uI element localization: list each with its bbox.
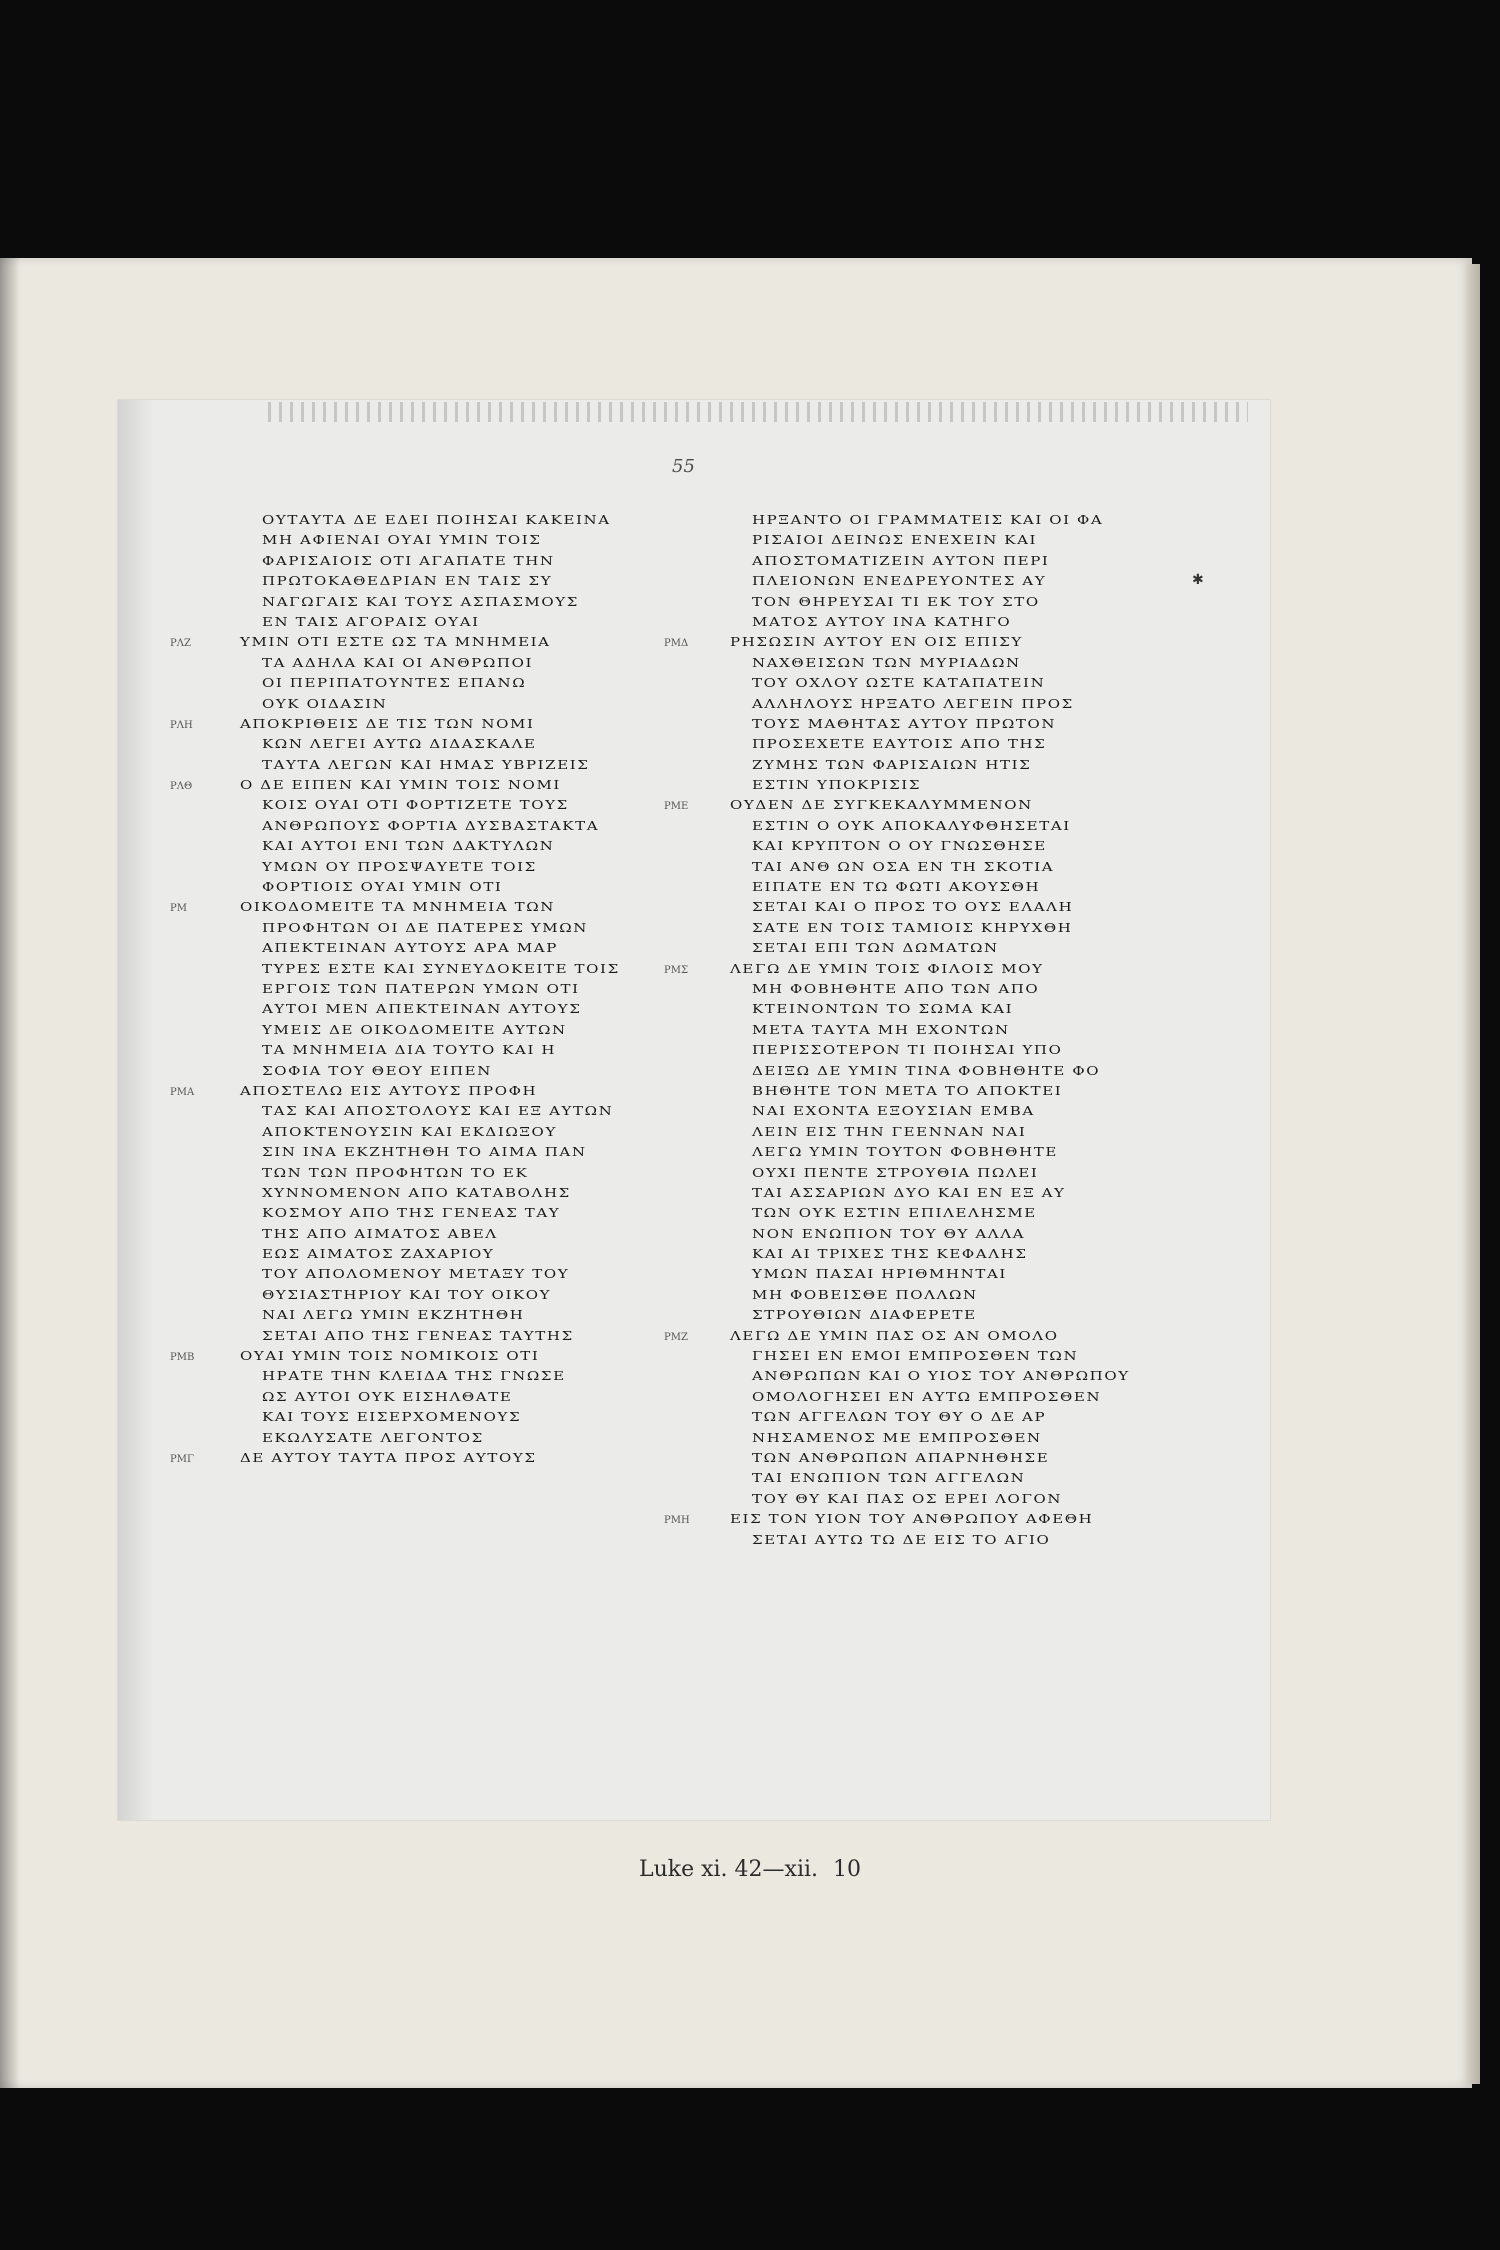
line-text: ΚΟΣΜΟΥ ΑΠΟ ΤΗΣ ΓΕΝΕΑΣ ΤΑΥ <box>262 1206 561 1221</box>
line-text: ΜΗ ΦΟΒΕΙΣΘΕ ΠΟΛΛΩΝ <box>752 1287 978 1302</box>
line-text: ΤΑ ΜΝΗΜΕΙΑ ΔΙΑ ΤΟΥΤΟ ΚΑΙ Η <box>262 1043 557 1058</box>
line-text: ΚΩΝ ΛΕΓΕΙ ΑΥΤΩ ΔΙΔΑΣΚΑΛΕ <box>262 737 537 752</box>
line-text: ΚΤΕΙΝΟΝΤΩΝ ΤΟ ΣΩΜΑ ΚΑΙ <box>752 1002 1014 1017</box>
plate-top-edge <box>268 402 1248 422</box>
line-text: ΛΕΓΩ ΥΜΙΝ ΤΟΥΤΟΝ ΦΟΒΗΘΗΤΕ <box>752 1145 1058 1160</box>
manuscript-line <box>664 1326 1130 1346</box>
manuscript-line <box>240 857 620 877</box>
manuscript-line <box>240 612 620 632</box>
manuscript-line <box>730 592 1130 612</box>
line-text: ΓΗΣΕΙ ΕΝ ΕΜΟΙ ΕΜΠΡΟΣΘΕΝ ΤΩΝ <box>752 1349 1079 1364</box>
line-text: ΧΥΝΝΟΜΕΝΟΝ ΑΠΟ ΚΑΤΑΒΟΛΗΣ <box>262 1185 571 1200</box>
manuscript-line <box>240 877 620 897</box>
manuscript-line <box>730 1366 1130 1386</box>
manuscript-line <box>730 551 1130 571</box>
line-text: ΦΑΡΙΣΑΙΟΙΣ ΟΤΙ ΑΓΑΠΑΤΕ ΤΗΝ <box>262 553 555 568</box>
manuscript-line <box>730 755 1130 775</box>
line-text: ΑΠΟΣΤΕΛΩ ΕΙΣ ΑΥΤΟΥΣ ΠΡΟΦΗ <box>240 1083 538 1099</box>
manuscript-line <box>240 1326 620 1346</box>
line-text: ΣΤΡΟΥΘΙΩΝ ΔΙΑΦΕΡΕΤΕ <box>752 1308 977 1323</box>
manuscript-line <box>730 714 1130 734</box>
line-text: ΥΜΙΝ ΟΤΙ ΕΣΤΕ ΩΣ ΤΑ ΜΝΗΜΕΙΑ <box>240 635 551 650</box>
manuscript-line <box>730 734 1130 754</box>
manuscript-line <box>664 1509 1130 1529</box>
line-text: ΤΟΥ ΟΧΛΟΥ ΩΣΤΕ ΚΑΤΑΠΑΤΕΙΝ <box>752 676 1046 691</box>
manuscript-line <box>240 694 620 714</box>
line-text: ΑΥΤΟΙ ΜΕΝ ΑΠΕΚΤΕΙΝΑΝ ΑΥΤΟΥΣ <box>262 1002 582 1017</box>
manuscript-line <box>240 938 620 958</box>
manuscript-line <box>240 1040 620 1060</box>
line-text: ΥΜΕΙΣ ΔΕ ΟΙΚΟΔΟΜΕΙΤΕ ΑΥΤΩΝ <box>262 1022 567 1037</box>
manuscript-line <box>240 1366 620 1386</box>
plate-caption <box>0 1857 1500 1882</box>
line-text: ΑΝΘΡΩΠΟΥΣ ΦΟΡΤΙΑ ΔΥΣΒΑΣΤΑΚΤΑ <box>262 818 600 833</box>
line-text: ΣΕΤΑΙ ΑΥΤΩ ΤΩ ΔΕ ΕΙΣ ΤΟ ΑΓΙΟ <box>752 1532 1051 1547</box>
section-number: ΡΜΕ <box>664 801 689 813</box>
line-text: ΤΩΝ ΑΝΘΡΩΠΩΝ ΑΠΑΡΝΗΘΗΣΕ <box>752 1450 1050 1466</box>
line-text: ΟΥΑΙ ΥΜΙΝ ΤΟΙΣ ΝΟΜΙΚΟΙΣ ΟΤΙ <box>240 1349 540 1364</box>
manuscript-plate <box>118 400 1270 1820</box>
manuscript-line <box>240 571 620 591</box>
manuscript-line <box>730 836 1130 856</box>
line-text: Ο ΔΕ ΕΙΠΕΝ ΚΑΙ ΥΜΙΝ ΤΟΙΣ ΝΟΜΙ <box>240 778 561 793</box>
manuscript-line <box>730 694 1130 714</box>
line-text: ΟΥΔΕΝ ΔΕ ΣΥΓΚΕΚΑΛΥΜΜΕΝΟΝ <box>730 798 1033 813</box>
manuscript-line <box>664 795 1130 815</box>
manuscript-line <box>730 1264 1130 1284</box>
line-text: ΡΙΣΑΙΟΙ ΔΕΙΝΩΣ ΕΝΕΧΕΙΝ ΚΑΙ <box>752 533 1038 548</box>
manuscript-line <box>730 897 1130 917</box>
line-text: ΖΥΜΗΣ ΤΩΝ ΦΑΡΙΣΑΙΩΝ ΗΤΙΣ <box>752 757 1032 772</box>
line-text: ΩΣ ΑΥΤΟΙ ΟΥΚ ΕΙΣΗΛΘΑΤΕ <box>262 1389 513 1404</box>
section-number: ΡΜΒ <box>170 1352 195 1364</box>
line-text: ΥΜΩΝ ΟΥ ΠΡΟΣΨΑΥΕΤΕ ΤΟΙΣ <box>262 859 537 874</box>
manuscript-line <box>730 1305 1130 1325</box>
line-text: ΕΩΣ ΑΙΜΑΤΟΣ ΖΑΧΑΡΙΟΥ <box>262 1247 495 1262</box>
line-text: ΠΕΡΙΣΣΟΤΕΡΟΝ ΤΙ ΠΟΙΗΣΑΙ ΥΠΟ <box>752 1043 1063 1058</box>
line-text: ΝΟΝ ΕΝΩΠΙΟΝ ΤΟΥ ΘΥ ΑΛΛΑ <box>752 1226 1026 1241</box>
line-text: ΕΣΤΙΝ Ο ΟΥΚ ΑΠΟΚΑΛΥΦΘΗΣΕΤΑΙ <box>752 818 1071 833</box>
manuscript-line <box>730 1040 1130 1060</box>
manuscript-line <box>170 1346 620 1366</box>
manuscript-line <box>730 653 1130 673</box>
line-text: ΚΑΙ ΤΟΥΣ ΕΙΣΕΡΧΟΜΕΝΟΥΣ <box>262 1410 522 1425</box>
line-text: ΠΛΕΙΟΝΩΝ ΕΝΕΔΡΕΥΟΝΤΕΣ ΑΥ <box>752 574 1047 589</box>
manuscript-line <box>730 612 1130 632</box>
line-text: ΤΟΥ ΑΠΟΛΟΜΕΝΟΥ ΜΕΤΑΞΥ ΤΟΥ <box>262 1267 570 1282</box>
line-text: ΠΡΩΤΟΚΑΘΕΔΡΙΑΝ ΕΝ ΤΑΙΣ ΣΥ <box>262 574 553 589</box>
manuscript-line <box>730 877 1130 897</box>
line-text: ΣΕΤΑΙ ΑΠΟ ΤΗΣ ΓΕΝΕΑΣ ΤΑΥΤΗΣ <box>262 1328 574 1343</box>
line-text: ΘΥΣΙΑΣΤΗΡΙΟΥ ΚΑΙ ΤΟΥ ΟΙΚΟΥ <box>262 1287 552 1302</box>
line-text: ΤΟΥ ΘΥ ΚΑΙ ΠΑΣ ΟΣ ΕΡΕΙ ΛΟΓΟΝ <box>752 1491 1063 1506</box>
line-text: ΜΗ ΦΟΒΗΘΗΤΕ ΑΠΟ ΤΩΝ ΑΠΟ <box>752 982 1040 997</box>
manuscript-line <box>170 775 620 795</box>
manuscript-line <box>730 1407 1130 1427</box>
manuscript-line <box>240 999 620 1019</box>
manuscript-line <box>170 1081 620 1101</box>
line-text: ΑΠΟΣΤΟΜΑΤΙΖΕΙΝ ΑΥΤΟΝ ΠΕΡΙ <box>752 553 1050 568</box>
line-text: ΕΡΓΟΙΣ ΤΩΝ ΠΑΤΕΡΩΝ ΥΜΩΝ ΟΤΙ <box>262 982 580 997</box>
line-text: ΕΝ ΤΑΙΣ ΑΓΟΡΑΙΣ ΟΥΑΙ <box>262 614 480 630</box>
line-text: ΤΩΝ ΑΓΓΕΛΩΝ ΤΟΥ ΘΥ Ο ΔΕ ΑΡ <box>752 1410 1047 1425</box>
manuscript-line <box>240 1305 620 1325</box>
manuscript-line <box>240 918 620 938</box>
manuscript-line <box>240 1101 620 1121</box>
manuscript-line <box>730 857 1130 877</box>
line-text: ΑΛΛΗΛΟΥΣ ΗΡΞΑΤΟ ΛΕΓΕΙΝ ΠΡΟΣ <box>752 696 1074 711</box>
caption-reference: Luke xi. 42—xii. <box>638 1857 819 1882</box>
manuscript-line <box>730 1061 1130 1081</box>
line-text: ΔΕ ΑΥΤΟΥ ΤΑΥΤΑ ΠΡΟΣ ΑΥΤΟΥΣ <box>240 1450 537 1466</box>
line-text: ΔΕΙΞΩ ΔΕ ΥΜΙΝ ΤΙΝΑ ΦΟΒΗΘΗΤΕ ΦΟ <box>752 1063 1101 1078</box>
line-text: ΟΙ ΠΕΡΙΠΑΤΟΥΝΤΕΣ ΕΠΑΝΩ <box>262 676 527 691</box>
line-text: ΕΚΩΛΥΣΑΤΕ ΛΕΓΟΝΤΟΣ <box>262 1430 484 1445</box>
manuscript-line <box>240 653 620 673</box>
line-text: ΤΩΝ ΟΥΚ ΕΣΤΙΝ ΕΠΙΛΕΛΗΣΜΕ <box>752 1206 1037 1221</box>
manuscript-line <box>240 836 620 856</box>
manuscript-line <box>664 632 1130 652</box>
line-text: ΝΑΙ ΕΧΟΝΤΑ ΕΞΟΥΣΙΑΝ ΕΜΒΑ <box>752 1104 1035 1119</box>
line-text: ΚΑΙ ΑΙ ΤΡΙΧΕΣ ΤΗΣ ΚΕΦΑΛΗΣ <box>752 1247 1028 1262</box>
manuscript-line <box>170 1448 620 1468</box>
manuscript-line <box>240 1285 620 1305</box>
manuscript-line <box>240 816 620 836</box>
manuscript-line <box>730 1489 1130 1509</box>
line-text: ΟΙΚΟΔΟΜΕΙΤΕ ΤΑ ΜΝΗΜΕΙΑ ΤΩΝ <box>240 900 555 915</box>
section-number: ΡΛΘ <box>170 781 193 793</box>
manuscript-line <box>730 1530 1130 1550</box>
line-text: ΠΡΟΦΗΤΩΝ ΟΙ ΔΕ ΠΑΤΕΡΕΣ ΥΜΩΝ <box>262 920 589 935</box>
manuscript-line <box>240 1163 620 1183</box>
line-text: ΤΟΥΣ ΜΑΘΗΤΑΣ ΑΥΤΟΥ ΠΡΩΤΟΝ <box>752 716 1057 731</box>
manuscript-line <box>240 592 620 612</box>
line-text: ΤΗΣ ΑΠΟ ΑΙΜΑΤΟΣ ΑΒΕΛ <box>262 1226 498 1241</box>
manuscript-line <box>730 530 1130 550</box>
manuscript-line <box>240 551 620 571</box>
manuscript-line <box>240 1183 620 1203</box>
manuscript-line <box>240 1203 620 1223</box>
manuscript-line <box>730 775 1130 795</box>
manuscript-line <box>730 510 1130 530</box>
section-number: ΡΜ <box>170 903 187 915</box>
line-text: ΤΑΣ ΚΑΙ ΑΠΟΣΤΟΛΟΥΣ ΚΑΙ ΕΞ ΑΥΤΩΝ <box>262 1104 614 1119</box>
line-text: ΟΥΤΑΥΤΑ ΔΕ ΕΔΕΙ ΠΟΙΗΣΑΙ ΚΑΚΕΙΝΑ <box>262 513 611 528</box>
line-text: ΚΑΙ ΚΡΥΠΤΟΝ Ο ΟΥ ΓΝΩΣΘΗΣΕ <box>752 839 1047 854</box>
manuscript-line <box>730 1142 1130 1162</box>
manuscript-line <box>240 1020 620 1040</box>
manuscript-line <box>240 510 620 530</box>
folio-number: 55 <box>672 456 695 477</box>
manuscript-line <box>730 938 1130 958</box>
line-text: ΝΑΧΘΕΙΣΩΝ ΤΩΝ ΜΥΡΙΑΔΩΝ <box>752 655 1021 670</box>
line-text: ΟΥΧΙ ΠΕΝΤΕ ΣΤΡΟΥΘΙΑ ΠΩΛΕΙ <box>752 1165 1039 1180</box>
manuscript-line <box>240 959 620 979</box>
line-text: ΗΡΑΤΕ ΤΗΝ ΚΛΕΙΔΑ ΤΗΣ ΓΝΩΣΕ <box>262 1369 566 1384</box>
manuscript-line <box>240 1387 620 1407</box>
caption-number: 10 <box>833 1857 862 1882</box>
line-text: ΡΗΣΩΣΙΝ ΑΥΤΟΥ ΕΝ ΟΙΣ ΕΠΙΣΥ <box>730 635 1023 650</box>
manuscript-line <box>730 1387 1130 1407</box>
manuscript-line <box>240 1428 620 1448</box>
line-text: ΤΑΙ ΑΣΣΑΡΙΩΝ ΔΥΟ ΚΑΙ ΕΝ ΕΞ ΑΥ <box>752 1185 1066 1200</box>
manuscript-line <box>170 714 620 734</box>
manuscript-line <box>240 1264 620 1284</box>
line-text: ΗΡΞΑΝΤΟ ΟΙ ΓΡΑΜΜΑΤΕΙΣ ΚΑΙ ΟΙ ΦΑ <box>752 513 1104 528</box>
manuscript-line <box>170 632 620 652</box>
section-number: ΡΜΔ <box>664 638 689 650</box>
line-text: ΝΑΓΩΓΑΙΣ ΚΑΙ ΤΟΥΣ ΑΣΠΑΣΜΟΥΣ <box>262 594 579 609</box>
manuscript-line <box>664 959 1130 979</box>
line-text: ΑΠΕΚΤΕΙΝΑΝ ΑΥΤΟΥΣ ΑΡΑ ΜΑΡ <box>262 941 558 956</box>
line-text: ΤΟΝ ΘΗΡΕΥΣΑΙ ΤΙ ΕΚ ΤΟΥ ΣΤΟ <box>752 594 1040 609</box>
line-text: ΤΑ ΑΔΗΛΑ ΚΑΙ ΟΙ ΑΝΘΡΩΠΟΙ <box>262 655 533 670</box>
line-text: ΑΠΟΚΤΕΝΟΥΣΙΝ ΚΑΙ ΕΚΔΙΩΞΟΥ <box>262 1124 557 1139</box>
line-text: ΒΗΘΗΤΕ ΤΟΝ ΜΕΤΑ ΤΟ ΑΠΟΚΤΕΙ <box>752 1083 1063 1099</box>
manuscript-line <box>730 673 1130 693</box>
manuscript-line <box>730 1081 1130 1101</box>
manuscript-line <box>730 1468 1130 1488</box>
line-text: ΦΟΡΤΙΟΙΣ ΟΥΑΙ ΥΜΙΝ ΟΤΙ <box>262 880 503 895</box>
manuscript-line <box>730 1122 1130 1142</box>
line-text: ΤΑΙ ΑΝΘ ΩΝ ΟΣΑ ΕΝ ΤΗ ΣΚΟΤΙΑ <box>752 859 1055 874</box>
line-text: ΛΕΓΩ ΔΕ ΥΜΙΝ ΠΑΣ ΟΣ ΑΝ ΟΜΟΛΟ <box>730 1328 1059 1343</box>
manuscript-line <box>240 1122 620 1142</box>
line-text: ΤΑΙ ΕΝΩΠΙΟΝ ΤΩΝ ΑΓΓΕΛΩΝ <box>752 1471 1026 1486</box>
section-number: ΡΛΖ <box>170 638 191 650</box>
line-text: ΕΙΣ ΤΟΝ ΥΙΟΝ ΤΟΥ ΑΝΘΡΩΠΟΥ ΑΦΕΘΗ <box>730 1512 1094 1527</box>
manuscript-line <box>730 918 1130 938</box>
line-text: ΟΥΚ ΟΙΔΑΣΙΝ <box>262 696 388 711</box>
page-edge <box>1466 264 1480 2084</box>
left-text-column <box>170 510 620 1468</box>
manuscript-line <box>730 1346 1130 1366</box>
section-number: ΡΜΖ <box>664 1331 688 1343</box>
marginal-mark: ✱ <box>1192 572 1204 588</box>
manuscript-line <box>240 979 620 999</box>
manuscript-line <box>730 1020 1130 1040</box>
manuscript-line <box>240 1244 620 1264</box>
manuscript-line <box>730 999 1130 1019</box>
manuscript-line <box>240 1224 620 1244</box>
line-text: ΤΑΥΤΑ ΛΕΓΩΝ ΚΑΙ ΗΜΑΣ ΥΒΡΙΖΕΙΣ <box>262 757 590 772</box>
section-number: ΡΜΗ <box>664 1515 690 1527</box>
manuscript-line <box>730 1448 1130 1468</box>
line-text: ΣΟΦΙΑ ΤΟΥ ΘΕΟΥ ΕΙΠΕΝ <box>262 1063 492 1078</box>
manuscript-line <box>730 979 1130 999</box>
section-number: ΡΜΑ <box>170 1086 195 1098</box>
line-text: ΝΑΙ ΛΕΓΩ ΥΜΙΝ ΕΚΖΗΤΗΘΗ <box>262 1308 525 1323</box>
line-text: ΣΙΝ ΙΝΑ ΕΚΖΗΤΗΘΗ ΤΟ ΑΙΜΑ ΠΑΝ <box>262 1145 587 1160</box>
section-number: ΡΜΓ <box>170 1453 194 1465</box>
line-text: ΟΜΟΛΟΓΗΣΕΙ ΕΝ ΑΥΤΩ ΕΜΠΡΟΣΘΕΝ <box>752 1389 1102 1404</box>
manuscript-line <box>730 1101 1130 1121</box>
manuscript-line <box>170 897 620 917</box>
line-text: ΤΥΡΕΣ ΕΣΤΕ ΚΑΙ ΣΥΝΕΥΔΟΚΕΙΤΕ ΤΟΙΣ <box>262 961 620 976</box>
manuscript-line <box>240 530 620 550</box>
manuscript-line <box>730 1428 1130 1448</box>
line-text: ΚΟΙΣ ΟΥΑΙ ΟΤΙ ΦΟΡΤΙΖΕΤΕ ΤΟΥΣ <box>262 798 569 813</box>
manuscript-line <box>730 1163 1130 1183</box>
line-text: ΜΗ ΑΦΙΕΝΑΙ ΟΥΑΙ ΥΜΙΝ ΤΟΙΣ <box>262 533 542 548</box>
line-text: ΥΜΩΝ ΠΑΣΑΙ ΗΡΙΘΜΗΝΤΑΙ <box>752 1267 1007 1282</box>
line-text: ΚΑΙ ΑΥΤΟΙ ΕΝΙ ΤΩΝ ΔΑΚΤΥΛΩΝ <box>262 839 555 854</box>
manuscript-line <box>730 571 1130 591</box>
manuscript-line <box>240 1061 620 1081</box>
line-text: ΜΑΤΟΣ ΑΥΤΟΥ ΙΝΑ ΚΑΤΗΓΟ <box>752 614 1012 630</box>
manuscript-line <box>730 1183 1130 1203</box>
section-number: ΡΜΣ <box>664 964 689 976</box>
line-text: ΝΗΣΑΜΕΝΟΣ ΜΕ ΕΜΠΡΟΣΘΕΝ <box>752 1430 1042 1445</box>
line-text: ΕΙΠΑΤΕ ΕΝ ΤΩ ΦΩΤΙ ΑΚΟΥΣΘΗ <box>752 880 1041 895</box>
line-text: ΕΣΤΙΝ ΥΠΟΚΡΙΣΙΣ <box>752 778 922 793</box>
manuscript-line <box>730 816 1130 836</box>
line-text: ΣΕΤΑΙ ΕΠΙ ΤΩΝ ΔΩΜΑΤΩΝ <box>752 941 999 956</box>
manuscript-line <box>240 734 620 754</box>
manuscript-line <box>730 1203 1130 1223</box>
manuscript-line <box>240 1407 620 1427</box>
gutter-shadow <box>0 258 20 2088</box>
manuscript-line <box>240 755 620 775</box>
section-number: ΡΛΗ <box>170 719 193 731</box>
manuscript-line <box>240 673 620 693</box>
manuscript-line <box>240 795 620 815</box>
line-text: ΣΕΤΑΙ ΚΑΙ Ο ΠΡΟΣ ΤΟ ΟΥΣ ΕΛΑΛΗ <box>752 900 1074 915</box>
line-text: ΛΕΓΩ ΔΕ ΥΜΙΝ ΤΟΙΣ ΦΙΛΟΙΣ ΜΟΥ <box>730 961 1044 976</box>
line-text: ΠΡΟΣΕΧΕΤΕ ΕΑΥΤΟΙΣ ΑΠΟ ΤΗΣ <box>752 737 1047 752</box>
line-text: ΣΑΤΕ ΕΝ ΤΟΙΣ ΤΑΜΙΟΙΣ ΚΗΡΥΧΘΗ <box>752 920 1073 935</box>
manuscript-line <box>240 1142 620 1162</box>
manuscript-line <box>730 1244 1130 1264</box>
line-text: ΑΝΘΡΩΠΩΝ ΚΑΙ Ο ΥΙΟΣ ΤΟΥ ΑΝΘΡΩΠΟΥ <box>752 1369 1130 1384</box>
line-text: ΤΩΝ ΤΩΝ ΠΡΟΦΗΤΩΝ ΤΟ ΕΚ <box>262 1165 529 1180</box>
line-text: ΑΠΟΚΡΙΘΕΙΣ ΔΕ ΤΙΣ ΤΩΝ ΝΟΜΙ <box>240 716 535 731</box>
line-text: ΛΕΙΝ ΕΙΣ ΤΗΝ ΓΕΕΝΝΑΝ ΝΑΙ <box>752 1124 1027 1139</box>
right-text-column <box>664 510 1130 1550</box>
plate-left-edge <box>118 400 154 1820</box>
manuscript-line <box>730 1285 1130 1305</box>
manuscript-line <box>730 1224 1130 1244</box>
line-text: ΜΕΤΑ ΤΑΥΤΑ ΜΗ ΕΧΟΝΤΩΝ <box>752 1022 1010 1037</box>
